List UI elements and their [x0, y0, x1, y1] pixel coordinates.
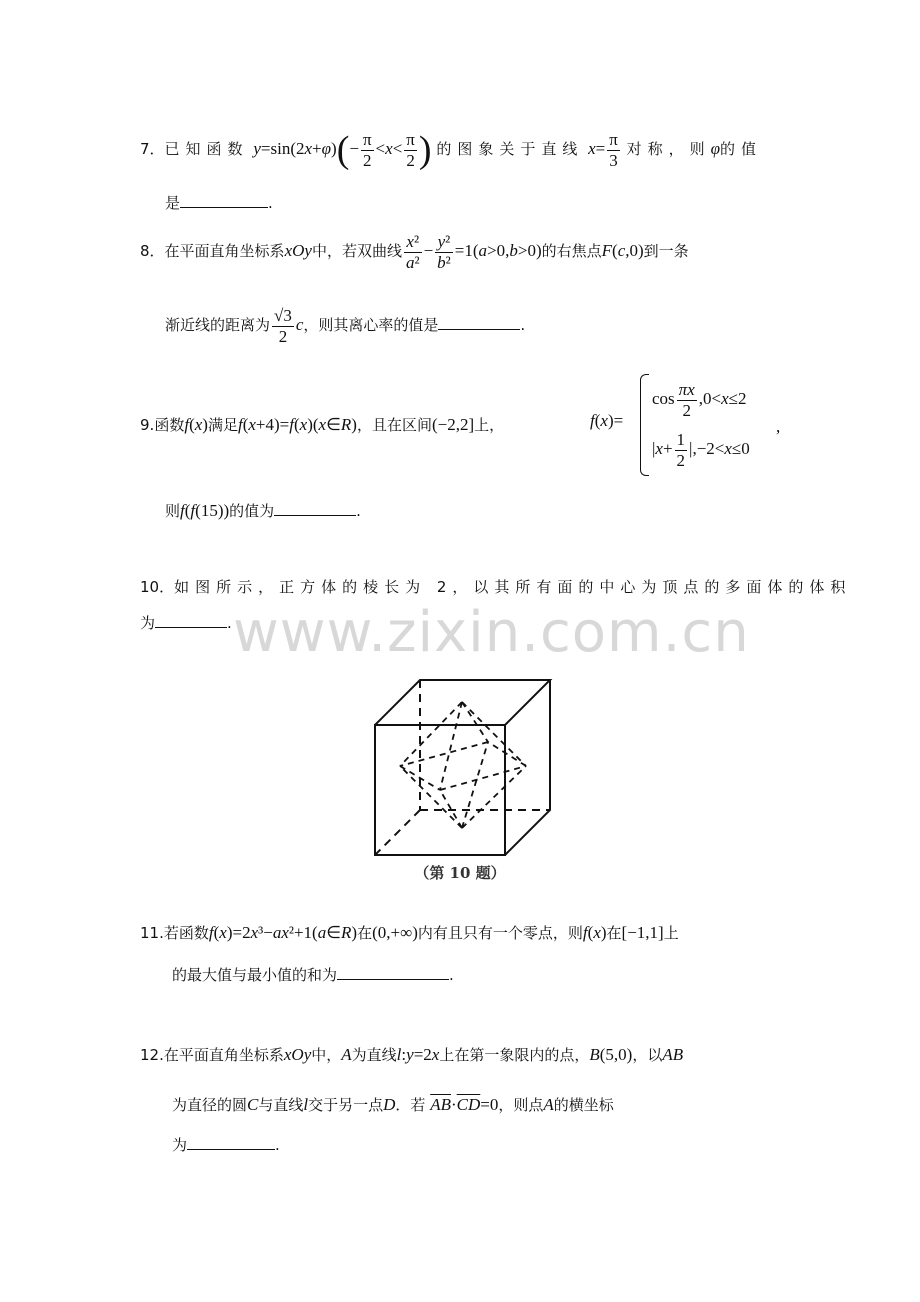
question-number: 10．	[140, 578, 175, 596]
answer-blank[interactable]	[274, 513, 356, 516]
figure-caption: （第 10 题）	[414, 864, 506, 882]
answer-blank[interactable]	[438, 327, 520, 330]
cube-right-face	[505, 680, 550, 855]
question-number: 12.	[140, 1046, 164, 1064]
watermark: www.zixin.com.cn	[233, 600, 750, 665]
question-number: 8．	[140, 242, 165, 261]
piecewise-brace	[640, 374, 649, 476]
answer-blank[interactable]	[337, 977, 449, 980]
cube-octahedron-figure	[360, 670, 570, 890]
question-number: 11.	[140, 924, 164, 942]
question-number: 9.	[140, 416, 155, 434]
equation: y	[253, 139, 261, 159]
question-number: 7．	[140, 140, 165, 159]
answer-blank[interactable]	[187, 1147, 275, 1150]
answer-blank[interactable]	[180, 205, 268, 208]
answer-blank[interactable]	[155, 625, 227, 628]
